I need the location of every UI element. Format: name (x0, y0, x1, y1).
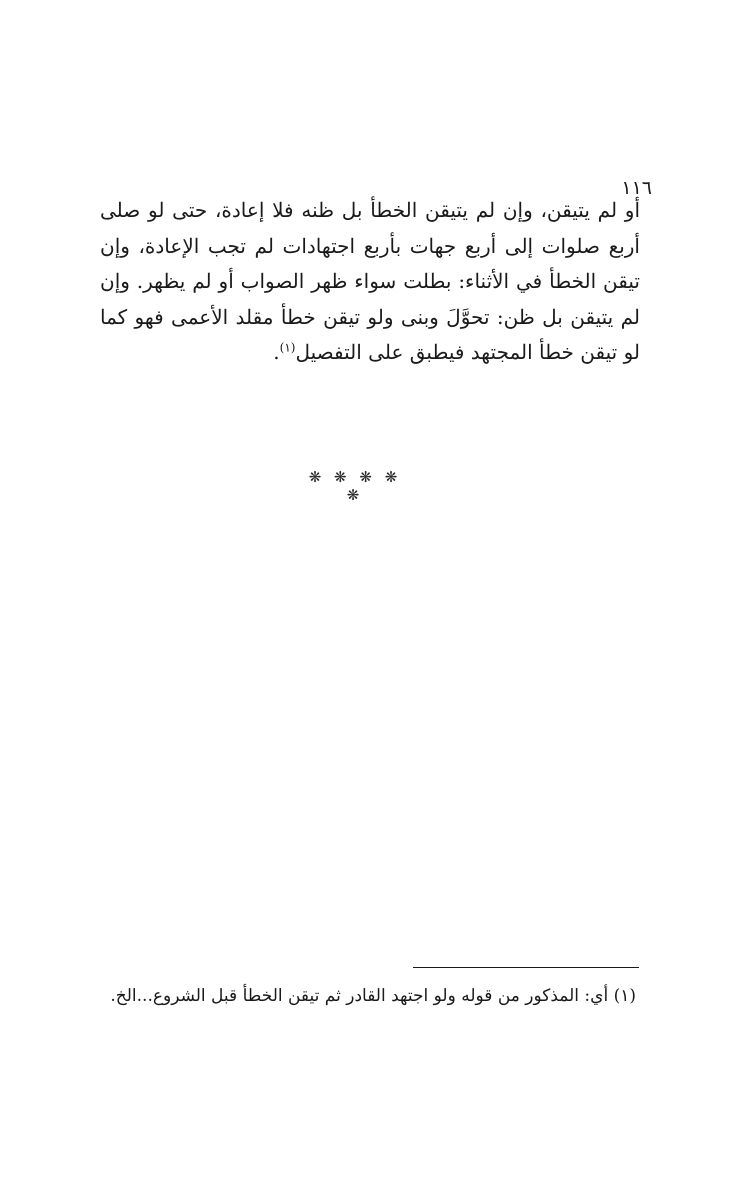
section-separator: ❋ ❋ ❋ ❋ ❋ (308, 468, 402, 504)
footnote-reference: (١) (279, 340, 296, 355)
body-text: أو لم يتيقن، وإن لم يتيقن الخطأ بل ظنه فلا إعادة، حتى لو صلى أربع صلوات إلى أربع جهات بأربع اجتهادات لم تجب الإعادة، وإن تيقن الخطأ في الأثناء: بطلت سواء ظهر الصواب أو لم يظهر. وإن لم يتيقن بل ظن: تحوَّلَ وبنى ولو تيقن خطأ مقلد الأعمى فهو كما لو تيقن خطأ المجتهد فيطبق على التفصيل (100, 198, 640, 364)
body-end-punctuation: . (273, 340, 280, 364)
body-paragraph (100, 193, 640, 371)
page-number: ١١٦ (621, 177, 652, 199)
footnote: (١) أي: المذكور من قوله ولو اجتهد القادر ثم تيقن الخطأ قبل الشروع...الخ. (110, 986, 636, 1006)
footnote-divider (413, 967, 639, 968)
